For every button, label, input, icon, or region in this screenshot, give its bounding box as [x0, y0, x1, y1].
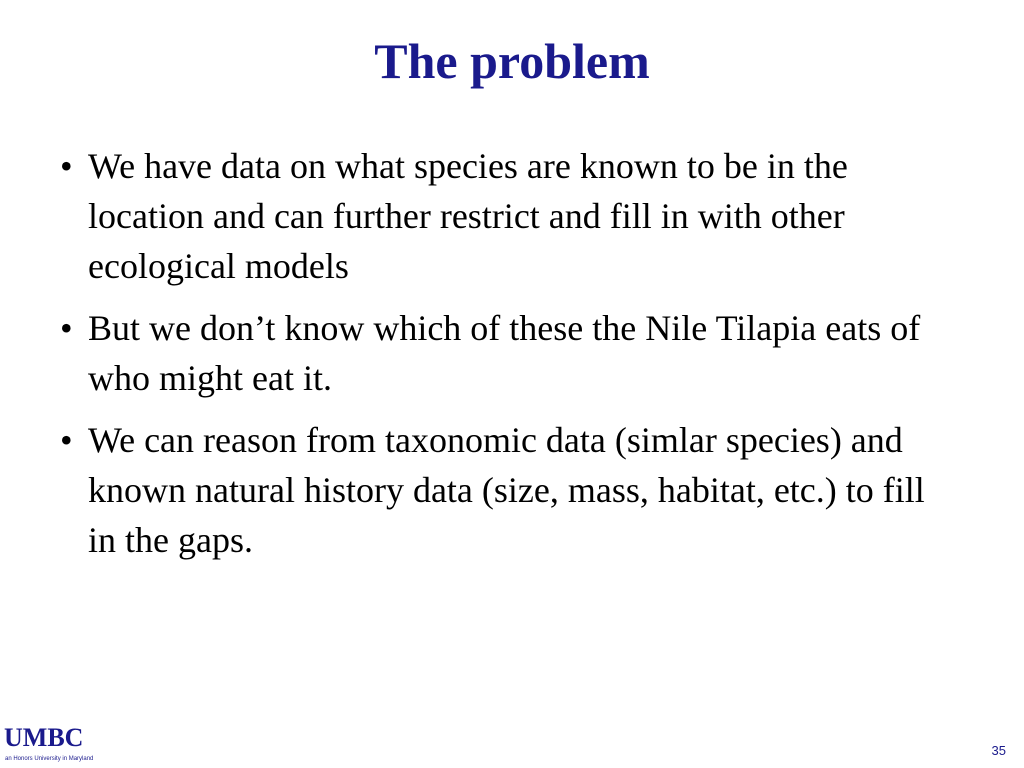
bullet-icon: •	[60, 308, 73, 348]
umbc-logo	[4, 724, 104, 766]
slide-number: 35	[991, 743, 1006, 758]
bullet-item	[60, 141, 960, 291]
bullet-text: But we don’t know which of these the Nile Tilapia eats of who might eat it.	[88, 308, 921, 398]
bullet-text: We have data on what species are known to be in the location and can further restrict and fill in with other ecological models	[88, 146, 848, 286]
bullet-item	[60, 303, 960, 403]
logo-wordmark: UMBC	[4, 723, 84, 752]
logo-tagline: an Honors University in Maryland	[5, 756, 94, 762]
bullet-item	[60, 415, 960, 565]
bullet-text: We can reason from taxonomic data (simlar species) and known natural history data (size, mass, habitat, etc.) to fill in the gaps.	[88, 420, 925, 560]
bullet-list	[60, 141, 960, 577]
bullet-icon: •	[60, 146, 73, 186]
bullet-icon: •	[60, 420, 73, 460]
slide-title: The problem	[374, 33, 650, 89]
